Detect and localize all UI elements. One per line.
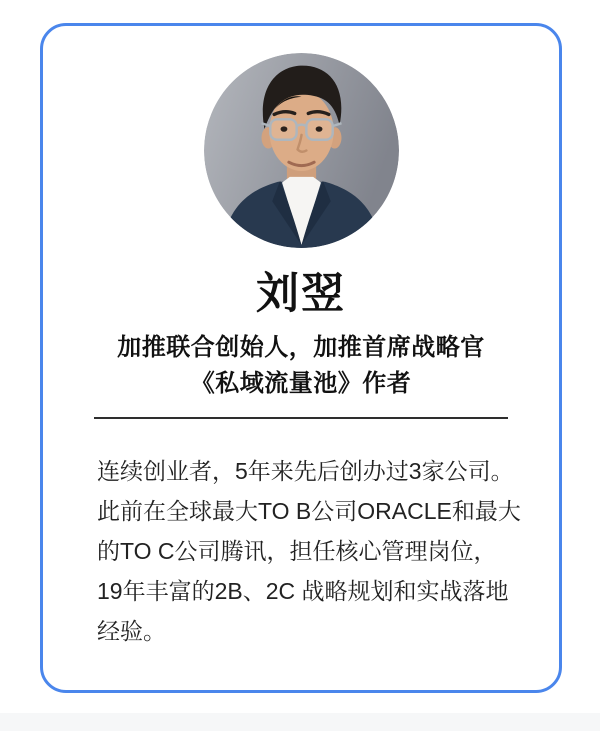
- profile-card: [40, 23, 562, 693]
- portrait-photo-icon: [204, 53, 399, 248]
- bio-text: 连续创业者，5年来先后创办过3家公司。此前在全球最大TO B公司ORACLE和最大的TO C公司腾讯，担任核心管理岗位，19年丰富的2B、2C 战略规划和实战落地经验。: [97, 458, 521, 644]
- person-name: 刘翌: [256, 270, 346, 318]
- person-book-author-line: 《私域流量池》作者: [190, 370, 412, 397]
- avatar: [204, 53, 399, 248]
- bottom-strip: [0, 713, 600, 731]
- divider: [94, 417, 508, 419]
- person-title: 加推联合创始人，加推首席战略官: [117, 334, 485, 361]
